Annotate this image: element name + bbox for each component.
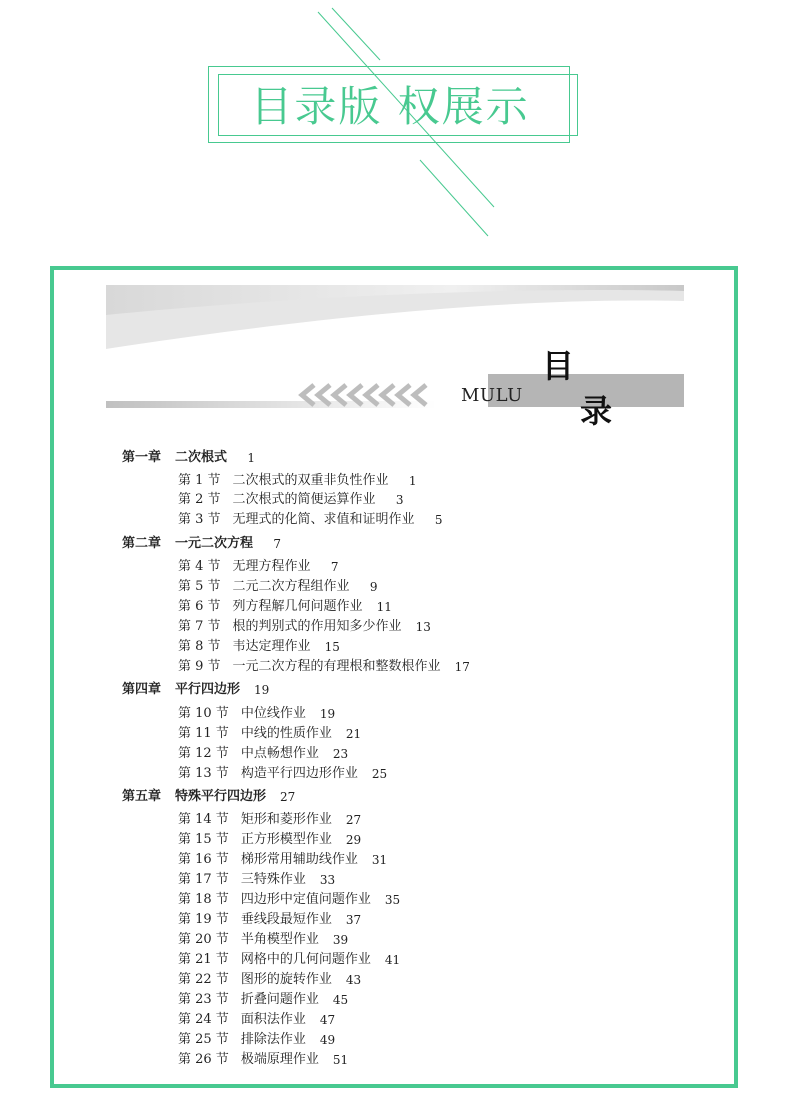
toc-page: 9	[369, 580, 378, 594]
toc-number: 第 4 节	[178, 559, 221, 574]
toc-page: 43	[345, 973, 362, 987]
toc-title: 一元二次方程的有理根和整数根作业	[232, 659, 441, 674]
toc-title: 梯形常用辅助线作业	[240, 852, 358, 867]
toc-number: 第 12 节	[178, 746, 229, 761]
toc-page: 47	[319, 1013, 336, 1027]
toc-page: 33	[319, 873, 336, 887]
toc-title: 无理方程作业	[232, 559, 311, 574]
toc-page: 51	[332, 1053, 349, 1067]
toc-title: 垂线段最短作业	[240, 912, 332, 927]
toc-number: 第 25 节	[178, 1032, 229, 1047]
toc-title: 一元二次方程	[175, 536, 254, 551]
toc-title: 平行四边形	[175, 682, 241, 697]
toc-title: 根的判别式的作用知多少作业	[232, 619, 402, 634]
toc-title: 二元二次方程组作业	[232, 579, 350, 594]
toc-page: 41	[384, 953, 401, 967]
toc-number: 第一章	[122, 450, 162, 465]
toc-title: 二次根式的简便运算作业	[232, 492, 376, 507]
toc-page: 39	[332, 933, 349, 947]
toc-number: 第 17 节	[178, 872, 229, 887]
toc-page: 49	[319, 1033, 336, 1047]
toc-title: 极端原理作业	[240, 1052, 319, 1067]
toc-number: 第 3 节	[178, 512, 221, 527]
toc-number: 第 24 节	[178, 1012, 229, 1027]
toc-title: 二次根式	[175, 450, 228, 465]
toc-number: 第 13 节	[178, 766, 229, 781]
toc-page: 27	[280, 790, 296, 804]
toc-page: 13	[415, 620, 431, 634]
toc-title: 矩形和菱形作业	[240, 812, 332, 827]
toc-title: 中线的性质作业	[240, 726, 332, 741]
toc-number: 第 8 节	[178, 639, 221, 654]
toc-number: 第二章	[122, 536, 162, 551]
toc-page: 19	[254, 683, 270, 697]
toc-title: 折叠问题作业	[240, 992, 319, 1007]
toc-number: 第 7 节	[178, 619, 221, 634]
toc-page: 27	[345, 813, 362, 827]
toc-title: 半角模型作业	[240, 932, 319, 947]
toc-title: 图形的旋转作业	[240, 972, 332, 987]
toc-page: 1	[247, 451, 256, 465]
toc-number: 第 10 节	[178, 706, 229, 721]
toc-title: 无理式的化简、求值和证明作业	[232, 512, 415, 527]
toc-title: 面积法作业	[240, 1012, 306, 1027]
toc-number: 第 26 节	[178, 1052, 229, 1067]
toc-number: 第 9 节	[178, 659, 221, 674]
toc-number: 第四章	[122, 682, 162, 697]
toc-page: 15	[324, 640, 340, 654]
toc-number: 第 14 节	[178, 812, 229, 827]
toc-number: 第 6 节	[178, 599, 221, 614]
toc-number: 第 5 节	[178, 579, 221, 594]
toc-number: 第 19 节	[178, 912, 229, 927]
toc-number: 第五章	[122, 789, 162, 804]
mulu-pinyin: MULU	[461, 385, 523, 406]
toc-page: 7	[273, 537, 282, 551]
toc-number: 第 23 节	[178, 992, 229, 1007]
toc-title: 排除法作业	[240, 1032, 306, 1047]
toc-title: 正方形模型作业	[240, 832, 332, 847]
toc-number: 第 15 节	[178, 832, 229, 847]
toc-title: 三特殊作业	[240, 872, 306, 887]
lu-character: 录	[580, 392, 613, 430]
toc-title: 四边形中定值问题作业	[240, 892, 371, 907]
toc-title: 中点畅想作业	[240, 746, 319, 761]
toc-page: 37	[345, 913, 362, 927]
toc-title: 韦达定理作业	[232, 639, 311, 654]
toc-number: 第 18 节	[178, 892, 229, 907]
toc-number: 第 22 节	[178, 972, 229, 987]
toc-page: 29	[345, 833, 362, 847]
toc-page: 1	[408, 474, 417, 488]
toc-page: 11	[376, 600, 392, 614]
toc-title: 构造平行四边形作业	[240, 766, 358, 781]
toc-title: 二次根式的双重非负性作业	[232, 473, 389, 488]
toc-page: 45	[332, 993, 349, 1007]
mu-character: 目	[542, 347, 575, 385]
toc-number: 第 16 节	[178, 852, 229, 867]
toc-title: 网格中的几何问题作业	[240, 952, 371, 967]
toc-title: 中位线作业	[240, 706, 306, 721]
toc-number: 第 21 节	[178, 952, 229, 967]
toc-number: 第 11 节	[178, 726, 229, 741]
toc-page: 5	[434, 513, 443, 527]
toc-page: 25	[371, 767, 388, 781]
toc-page: 21	[345, 727, 362, 741]
toc-page: 7	[330, 560, 339, 574]
toc-number: 第 2 节	[178, 492, 221, 507]
toc-page: 23	[332, 747, 349, 761]
toc-page: 31	[371, 853, 388, 867]
toc-page: 3	[395, 493, 404, 507]
toc-page: 35	[384, 893, 401, 907]
toc-page: 17	[454, 660, 470, 674]
toc-title: 特殊平行四边形	[175, 789, 267, 804]
toc-number: 第 20 节	[178, 932, 229, 947]
toc-number: 第 1 节	[178, 473, 221, 488]
toc-title: 列方程解几何问题作业	[232, 599, 363, 614]
toc-page: 19	[319, 707, 336, 721]
banner-title: 目录版 权展示	[250, 82, 530, 131]
